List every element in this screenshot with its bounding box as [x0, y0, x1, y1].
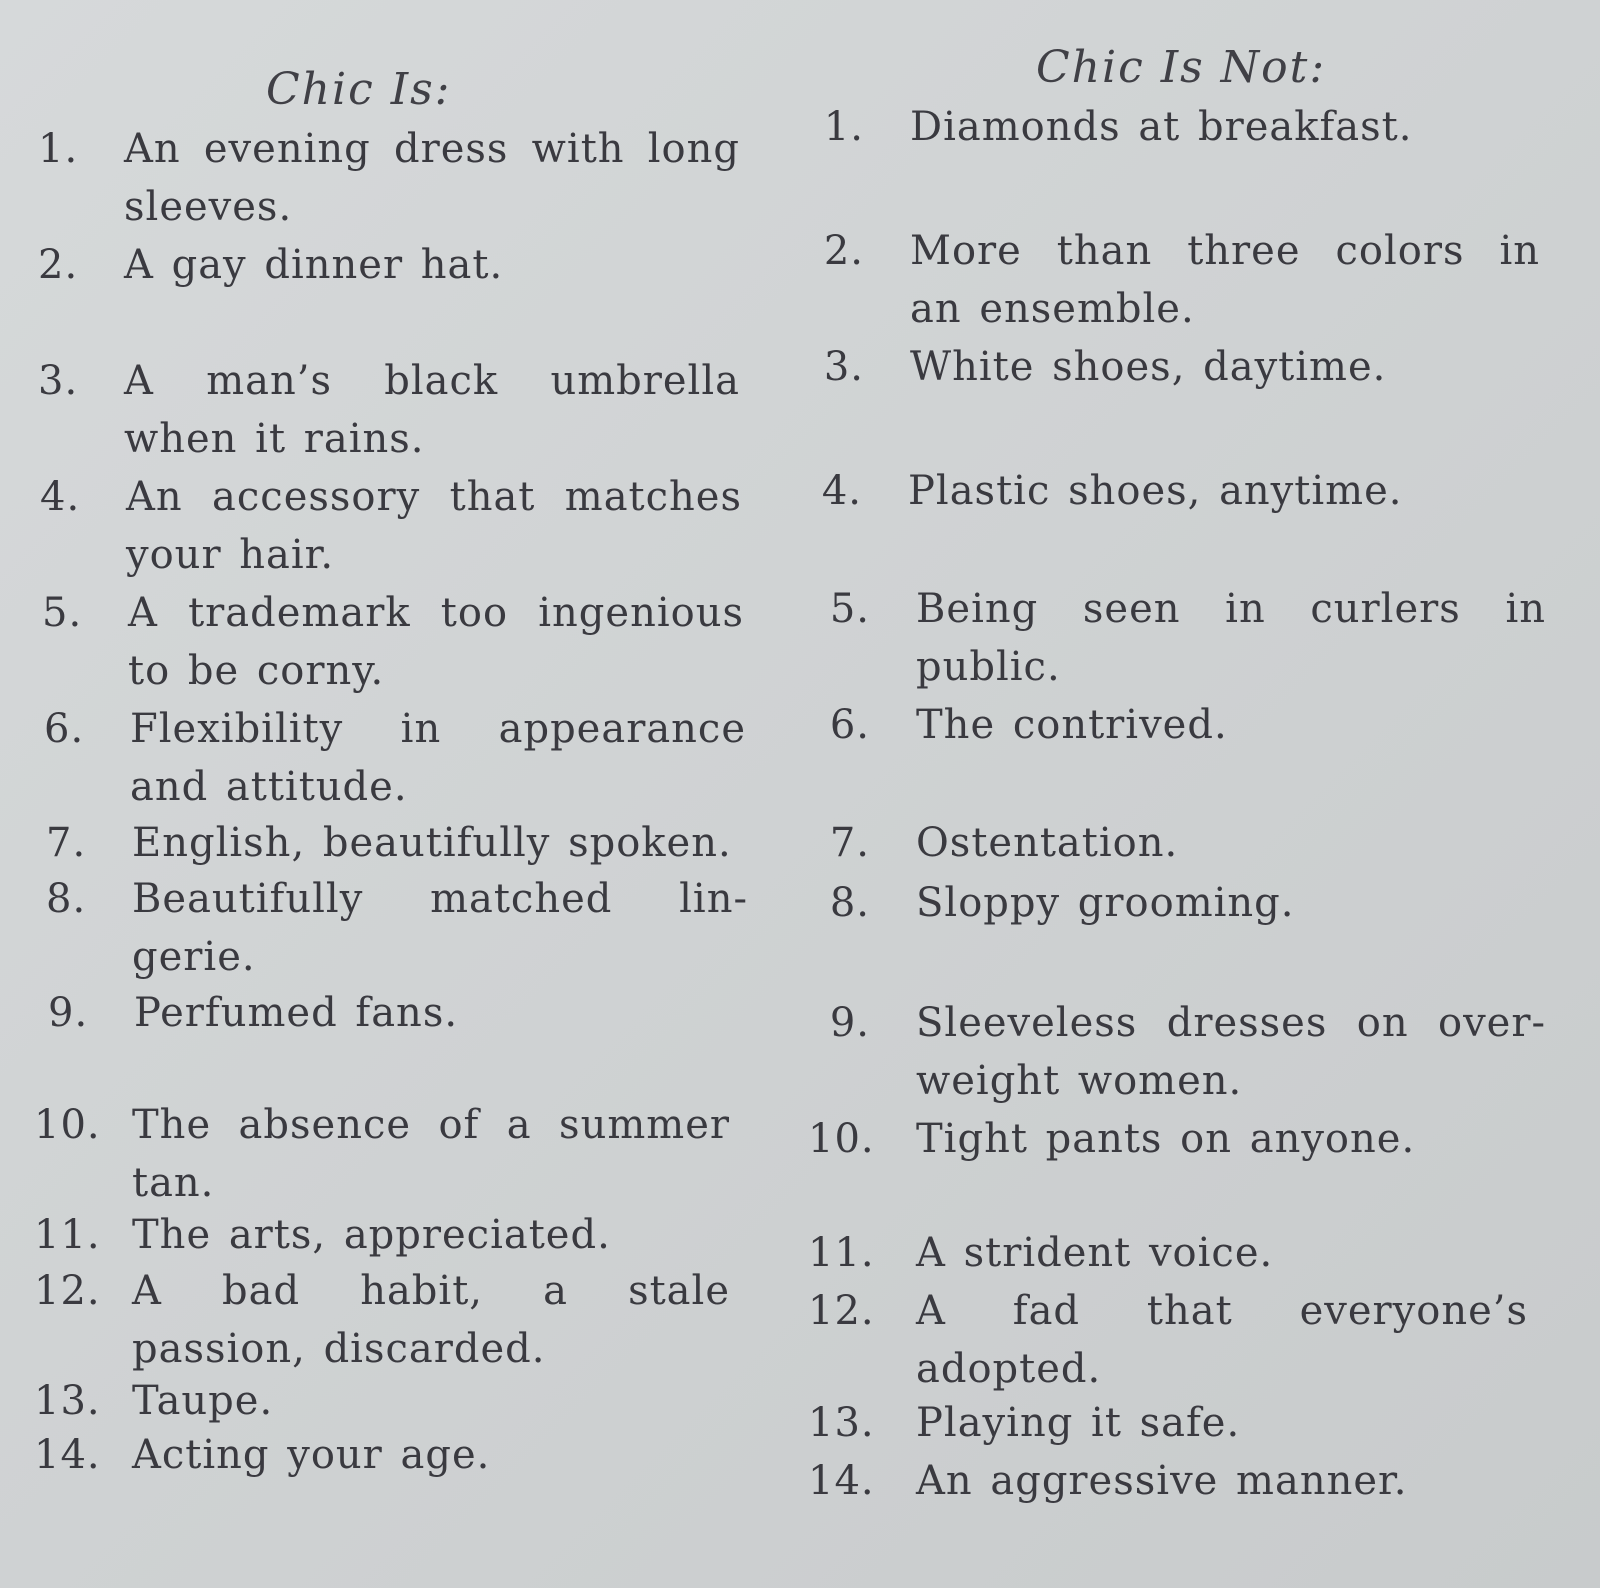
item-number: 13.	[34, 1378, 101, 1424]
chic-is-heading: Chic Is:	[266, 64, 452, 115]
item-number: 14.	[34, 1432, 101, 1478]
item-number: 12.	[808, 1288, 875, 1334]
item-text: Sleeveless dresses on over-weight women.	[916, 1000, 1546, 1104]
item-text: The contrived.	[916, 702, 1228, 748]
item-number: 2.	[823, 228, 864, 274]
item-text: Playing it safe.	[916, 1400, 1241, 1446]
item-text: A gay dinner hat.	[124, 242, 504, 288]
item-text: A bad habit, a stale passion, discarded.	[132, 1268, 730, 1372]
item-number: 3.	[38, 358, 79, 404]
item-text: English, beautifully spoken.	[132, 820, 732, 866]
item-text: Sloppy grooming.	[916, 880, 1295, 926]
item-number: 3.	[823, 344, 864, 390]
item-number: 5.	[829, 586, 870, 632]
item-text: A man’s black umbrella when it rains.	[124, 358, 740, 462]
item-text: A trademark too ingenious to be corny.	[128, 590, 744, 694]
item-text: An aggressive manner.	[916, 1458, 1408, 1504]
item-text: Acting your age.	[132, 1432, 491, 1478]
chic-is-not-heading: Chic Is Not:	[1036, 42, 1327, 93]
item-number: 2.	[38, 242, 79, 288]
item-number: 9.	[829, 1000, 870, 1046]
item-text: A strident voice.	[916, 1230, 1274, 1276]
item-text: The absence of a summer tan.	[132, 1102, 730, 1206]
item-number: 6.	[44, 706, 85, 752]
item-text: An accessory that matches your hair.	[126, 474, 742, 578]
item-number: 1.	[823, 104, 864, 150]
item-text: Beautifully matched lin-gerie.	[132, 876, 748, 980]
item-number: 10.	[808, 1116, 875, 1162]
item-text: An evening dress with long sleeves.	[124, 126, 740, 230]
item-number: 13.	[808, 1400, 875, 1446]
item-number: 4.	[40, 474, 81, 520]
item-number: 11.	[34, 1212, 101, 1258]
item-number: 6.	[829, 702, 870, 748]
item-number: 8.	[829, 880, 870, 926]
item-text: The arts, appreciated.	[132, 1212, 611, 1258]
item-number: 12.	[34, 1268, 101, 1314]
item-text: Tight pants on anyone.	[916, 1116, 1416, 1162]
item-text: Taupe.	[132, 1378, 274, 1424]
item-number: 4.	[821, 468, 862, 514]
item-number: 8.	[46, 876, 87, 922]
item-number: 7.	[46, 820, 87, 866]
item-number: 10.	[34, 1102, 101, 1148]
item-text: A fad that everyone’s adopted.	[916, 1288, 1528, 1392]
item-text: Ostentation.	[916, 820, 1179, 866]
item-text: White shoes, daytime.	[910, 344, 1387, 390]
item-number: 5.	[42, 590, 83, 636]
item-text: Perfumed fans.	[134, 990, 459, 1036]
item-number: 7.	[829, 820, 870, 866]
item-number: 9.	[48, 990, 89, 1036]
item-number: 1.	[38, 126, 79, 172]
item-text: Flexibility in appearance and attitude.	[130, 706, 746, 810]
item-number: 14.	[808, 1458, 875, 1504]
item-text: Diamonds at breakfast.	[910, 104, 1413, 150]
item-text: More than three colors in an ensemble.	[910, 228, 1540, 332]
item-text: Being seen in curlers in public.	[916, 586, 1546, 690]
item-number: 11.	[808, 1230, 875, 1276]
item-text: Plastic shoes, anytime.	[908, 468, 1403, 514]
